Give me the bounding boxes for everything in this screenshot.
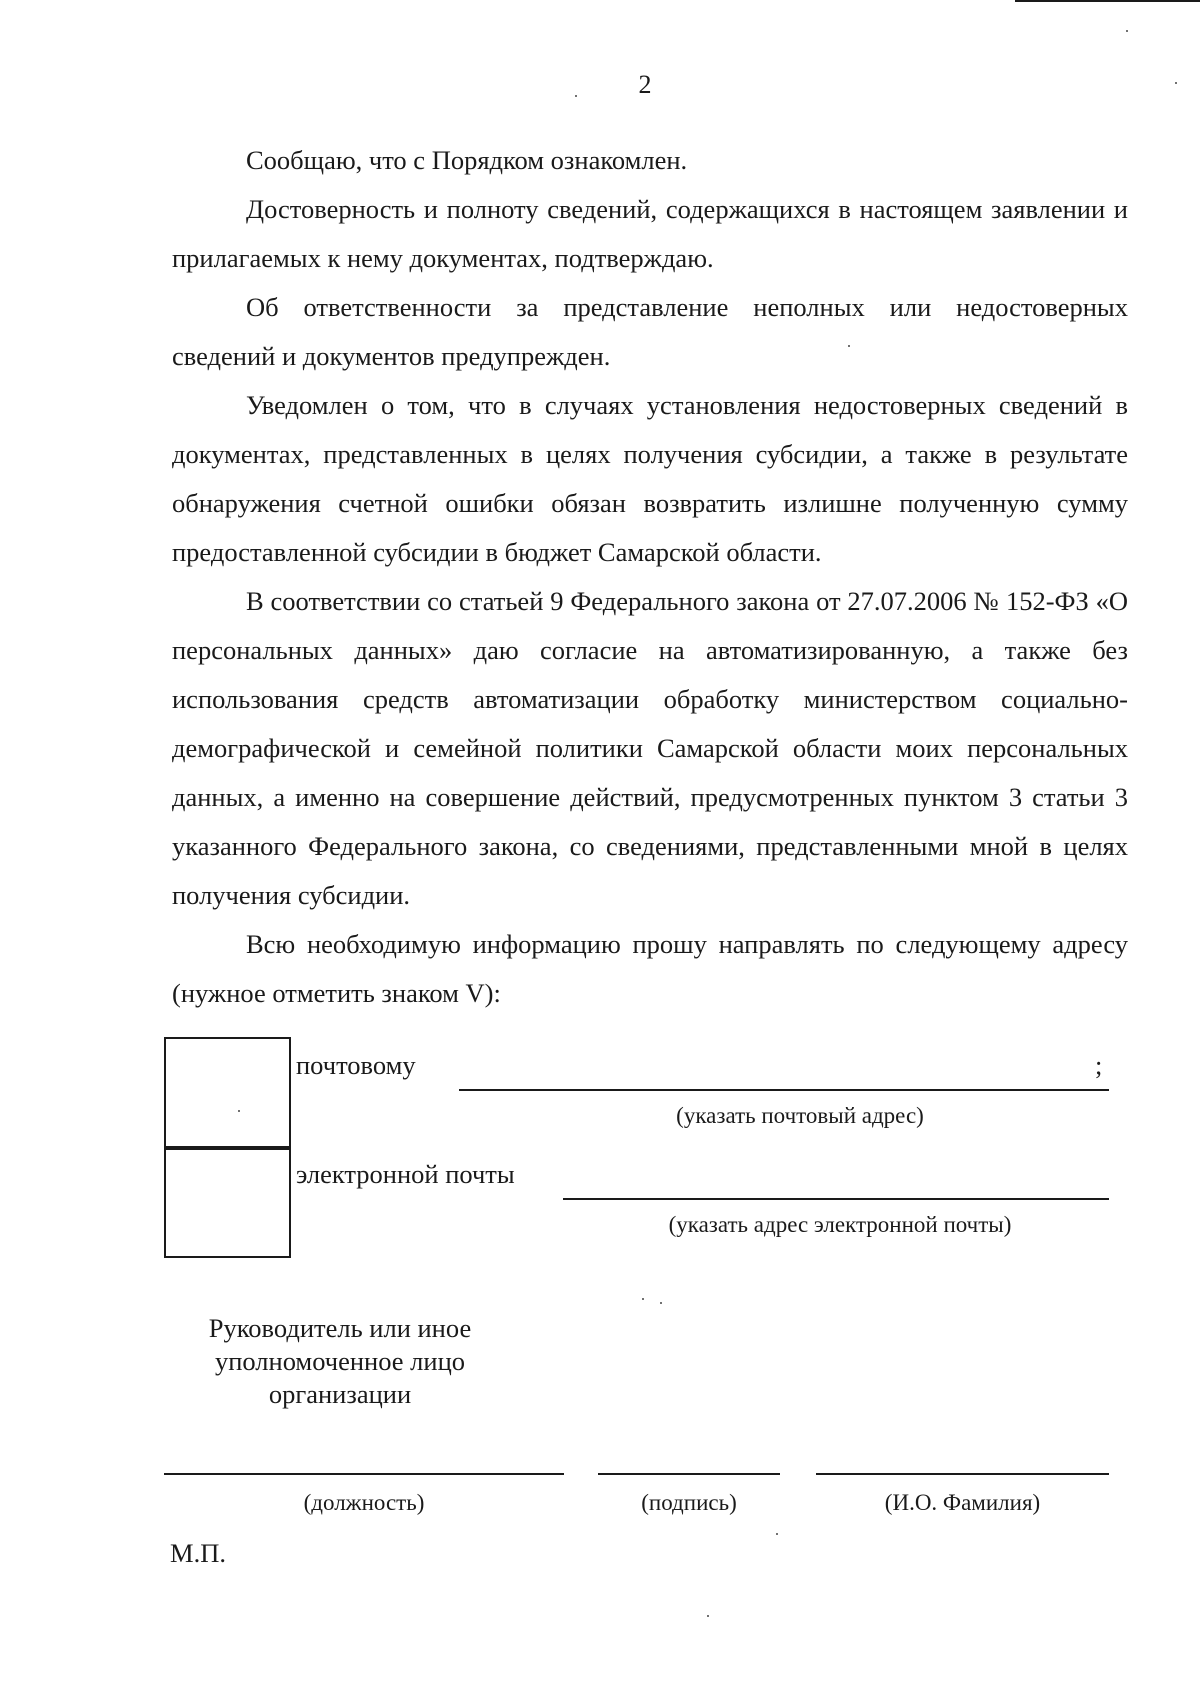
postal-label: почтовому <box>296 1050 416 1080</box>
email-label: электронной почты <box>296 1159 515 1189</box>
signer-title-line-3: организации <box>268 1379 412 1409</box>
signer-title-line-2: уполномоченное лицо <box>214 1346 466 1376</box>
postal-checkbox[interactable] <box>164 1037 291 1150</box>
paragraph-refund-notice: Уведомлен о том, что в случаях установления недостоверных сведений в документах, представленных в целях получения субсидии, а также в результате обнаружения счетной ошибки обязан возвратить излишне полученную сумму предоставленной субсидии в бюджет Самарской области. <box>172 390 1128 567</box>
top-edge-rule <box>1015 0 1200 2</box>
email-address-line[interactable] <box>563 1198 1109 1200</box>
signature-caption: (подпись) <box>641 1490 737 1515</box>
position-caption: (должность) <box>303 1490 425 1515</box>
scan-speck <box>575 95 577 97</box>
scan-speck <box>642 1298 644 1300</box>
paragraph-address-request: Всю необходимую информацию прошу направлять по следующему адресу (нужное отметить знаком V): <box>172 929 1128 1008</box>
position-line[interactable] <box>164 1473 564 1475</box>
scan-speck <box>1175 82 1177 84</box>
email-checkbox[interactable] <box>164 1146 291 1258</box>
signature-line[interactable] <box>598 1473 780 1475</box>
page-number: 2 <box>638 70 652 99</box>
full-name-line[interactable] <box>816 1473 1109 1475</box>
scan-speck <box>776 1533 778 1535</box>
postal-address-line[interactable] <box>459 1089 1109 1091</box>
full-name-caption: (И.О. Фамилия) <box>884 1490 1041 1515</box>
scan-speck <box>848 345 850 347</box>
postal-address-hint: (указать почтовый адрес) <box>676 1103 924 1128</box>
paragraph-reliability: Достоверность и полноту сведений, содержащихся в настоящем заявлении и прилагаемых к нему документах, подтверждаю. <box>172 194 1128 273</box>
scan-speck <box>660 1302 662 1304</box>
statement-body <box>172 136 1128 1018</box>
postal-line-end-mark: ; <box>1095 1050 1103 1080</box>
paragraph-responsibility: Об ответственности за представление неполных или недостоверных сведений и документов предупрежден. <box>172 292 1128 371</box>
paragraph-personal-data-consent: В соответствии со статьей 9 Федерального закона от 27.07.2006 № 152-ФЗ «О персональных данных» даю согласие на автоматизированную, а также без использования средств автоматизации обработку министерством социально-демографической и семейной политики Самарской области моих персональных данных, а именно на совершение действий, предусмотренных пунктом 3 статьи 3 указанного Федерального закона, со сведениями, представленными мной в целях получения субсидии. <box>172 586 1128 910</box>
paragraph-familiarized: Сообщаю, что с Порядком ознакомлен. <box>246 145 688 175</box>
scan-speck <box>238 1110 240 1112</box>
signer-title-line-1: Руководитель или иное <box>208 1313 472 1343</box>
scan-speck <box>707 1615 709 1617</box>
signer-title <box>180 1312 500 1411</box>
stamp-placeholder-label: М.П. <box>170 1538 226 1568</box>
email-address-hint: (указать адрес электронной почты) <box>668 1212 1012 1237</box>
scan-speck <box>1126 30 1128 32</box>
